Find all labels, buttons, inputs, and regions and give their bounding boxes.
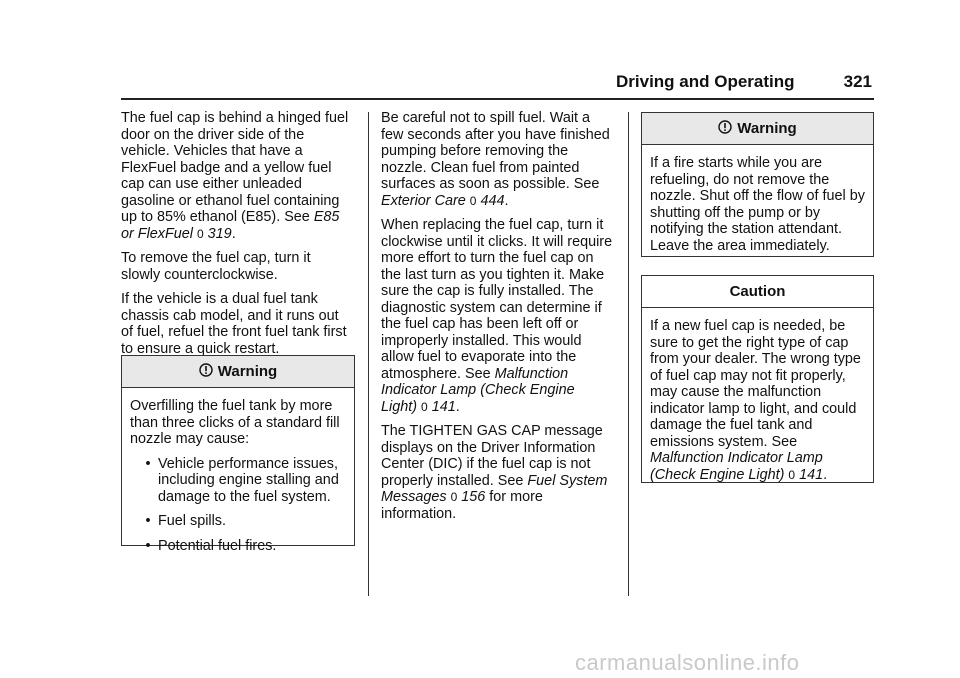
flexfuel-link[interactable]: or FlexFuel — [121, 225, 193, 242]
page-ref-icon: 0 — [450, 490, 458, 504]
text-line — [381, 489, 621, 506]
text-line: diagnostic system can determine if — [381, 299, 602, 316]
list-item-text — [158, 456, 339, 506]
text-line: Vehicle performance issues, — [158, 455, 338, 472]
page-ref-icon: 0 — [196, 226, 204, 241]
text-line — [381, 473, 621, 490]
text-line: shutting off the pump or by — [650, 204, 821, 221]
watermark: carmanualsonline.info — [575, 650, 800, 675]
page-ref-number[interactable]: 141 — [799, 466, 824, 483]
text-line: the last turn as you tighten it. Make — [381, 266, 605, 283]
text-line: damage to the fuel system. — [158, 488, 331, 505]
text-line: Leave the area immediately. — [650, 237, 830, 254]
text-line — [121, 226, 357, 243]
text-line: from your dealer. The wrong type — [650, 351, 861, 367]
text-line: up to 85% ethanol (E85). See — [121, 209, 314, 225]
malfunction-lamp-link[interactable]: (Check Engine Light) — [650, 466, 785, 483]
text-line: of fuel, refuel the front fuel tank first — [121, 324, 347, 340]
text-line: nozzle may cause: — [130, 431, 250, 447]
text-line: improperly installed. This would — [381, 332, 582, 349]
punctuation: . — [504, 192, 509, 209]
text-line: To remove the fuel cap, turn it — [121, 250, 311, 266]
list-item — [130, 538, 346, 555]
text-line: Center (DIC) if the fuel cap is not — [381, 456, 591, 472]
column-2 — [381, 110, 621, 530]
punctuation: . — [455, 398, 460, 415]
page-ref-number[interactable]: 319 — [207, 225, 232, 242]
paragraph-spill-fuel — [381, 110, 621, 209]
text-line: including engine stalling and — [158, 472, 339, 488]
warning-body — [642, 145, 873, 264]
text-line: information. — [381, 505, 457, 522]
text-line: for more — [485, 489, 543, 505]
warning-box-overfill — [121, 355, 355, 554]
list-item-text: Potential fuel fires. — [158, 537, 277, 554]
malfunction-link[interactable]: Indicator Lamp (Check Engine — [381, 382, 575, 398]
text-line: cap can use either unleaded — [121, 176, 302, 192]
malfunction-lamp-link[interactable]: Malfunction Indicator Lamp — [650, 450, 823, 466]
text-line: Overfilling the fuel tank by more — [130, 398, 333, 414]
text-line — [121, 209, 357, 226]
page-ref-number[interactable]: 156 — [461, 489, 486, 505]
text-line: properly installed. See — [381, 472, 528, 489]
page-ref-number[interactable]: 141 — [431, 398, 456, 415]
column-1 — [121, 110, 357, 365]
text-line: door on the driver side of the — [121, 126, 305, 143]
text-line — [381, 399, 621, 416]
fuel-system-link[interactable]: Fuel System — [527, 472, 608, 489]
text-line: atmosphere. See — [381, 365, 495, 382]
e85-link[interactable]: E85 — [313, 209, 340, 225]
text-line: few seconds after you have finished — [381, 126, 610, 143]
text-line: The fuel cap is behind a hinged fuel — [121, 110, 349, 126]
paragraph-fuel-cap-location — [121, 110, 357, 242]
text-line: of fuel cap may not fit properly, — [650, 367, 846, 384]
text-line: more effort to turn the fuel cap on — [381, 250, 594, 266]
page-number: 321 — [843, 72, 872, 91]
section-title: Driving and Operating — [616, 72, 795, 91]
text-line: sure the cap is fully installed. The — [381, 283, 594, 299]
text-line: may cause the malfunction — [650, 384, 822, 400]
text-line: emissions system. See — [650, 433, 798, 450]
text-line: If a fire starts while you are — [650, 155, 822, 171]
list-item-text: Fuel spills. — [158, 513, 226, 529]
text-line: clockwise until it clicks. It will require — [381, 233, 613, 250]
text-line — [381, 193, 621, 210]
text-line: surfaces as soon as possible. See — [381, 176, 600, 192]
warning-icon — [718, 120, 732, 138]
list-item — [130, 513, 346, 530]
caution-header — [642, 276, 873, 308]
text-line: damage the fuel tank and — [650, 417, 813, 433]
text-line: refueling, do not remove the — [650, 171, 830, 188]
text-line: If the vehicle is a dual fuel tank — [121, 291, 318, 307]
text-line: The TIGHTEN GAS CAP message — [381, 423, 603, 439]
text-line: FlexFuel badge and a yellow fuel — [121, 159, 332, 176]
column-divider-2 — [628, 112, 629, 596]
punctuation: . — [823, 466, 828, 483]
warning-title: Warning — [737, 120, 797, 137]
malfunction-link[interactable]: Malfunction — [494, 365, 569, 382]
paragraph-replace-cap — [381, 217, 621, 415]
text-line — [650, 467, 865, 484]
malfunction-link[interactable]: Light) — [381, 398, 417, 415]
warning-box-fire — [641, 112, 874, 257]
page-ref-number[interactable]: 444 — [480, 192, 505, 209]
text-line: chassis cab model, and it runs out — [121, 307, 339, 324]
paragraph-dual-tank — [121, 291, 357, 357]
bullet-icon: • — [145, 513, 151, 529]
text-line: displays on the Driver Information — [381, 439, 596, 456]
text-line: gasoline or ethanol fuel containing — [121, 192, 340, 209]
text-line: nozzle. Clean fuel from painted — [381, 159, 580, 176]
warning-title: Warning — [217, 363, 278, 380]
text-line: nozzle. Shut off the flow of fuel by — [650, 188, 865, 204]
text-line: than three clicks of a standard fill — [130, 414, 340, 431]
page-ref-icon: 0 — [788, 467, 796, 482]
bullet-icon: • — [145, 537, 151, 554]
text-line: If a new fuel cap is needed, be — [650, 318, 846, 334]
warning-icon — [199, 363, 213, 381]
warning-header — [122, 356, 354, 388]
caution-title: Caution — [729, 283, 786, 300]
text-line: When replacing the fuel cap, turn it — [381, 217, 604, 233]
text-line: slowly counterclockwise. — [121, 266, 278, 283]
text-line: vehicle. Vehicles that have a — [121, 143, 303, 159]
caution-box — [641, 275, 874, 483]
bullet-icon: • — [145, 455, 151, 472]
header-rule — [121, 98, 874, 100]
text-line: pumping before removing the — [381, 143, 569, 159]
text-line: Be careful not to spill fuel. Wait a — [381, 110, 591, 126]
text-line: the fuel cap has been left off or — [381, 316, 579, 332]
warning-body — [122, 388, 354, 564]
column-divider-1 — [368, 112, 369, 596]
page-ref-icon: 0 — [469, 193, 477, 208]
page-ref-icon: 0 — [421, 399, 428, 414]
warning-text — [130, 398, 346, 448]
text-line: indicator lamp to light, and could — [650, 400, 857, 417]
punctuation: . — [231, 225, 236, 242]
text-line: allow fuel to evaporate into the — [381, 349, 577, 365]
text-line: to ensure a quick restart. — [121, 340, 280, 357]
list-item — [130, 456, 346, 506]
paragraph-remove-cap — [121, 250, 357, 283]
exterior-care-link[interactable]: Exterior Care — [381, 192, 466, 209]
text-line: sure to get the right type of cap — [650, 334, 849, 351]
text-line: notifying the station attendant. — [650, 221, 843, 237]
fuel-system-link[interactable]: Messages — [381, 489, 447, 505]
page-header — [600, 70, 872, 96]
paragraph-tighten-gas-cap — [381, 423, 621, 522]
warning-header — [642, 113, 873, 145]
text-line — [381, 366, 621, 383]
caution-body — [642, 308, 873, 493]
